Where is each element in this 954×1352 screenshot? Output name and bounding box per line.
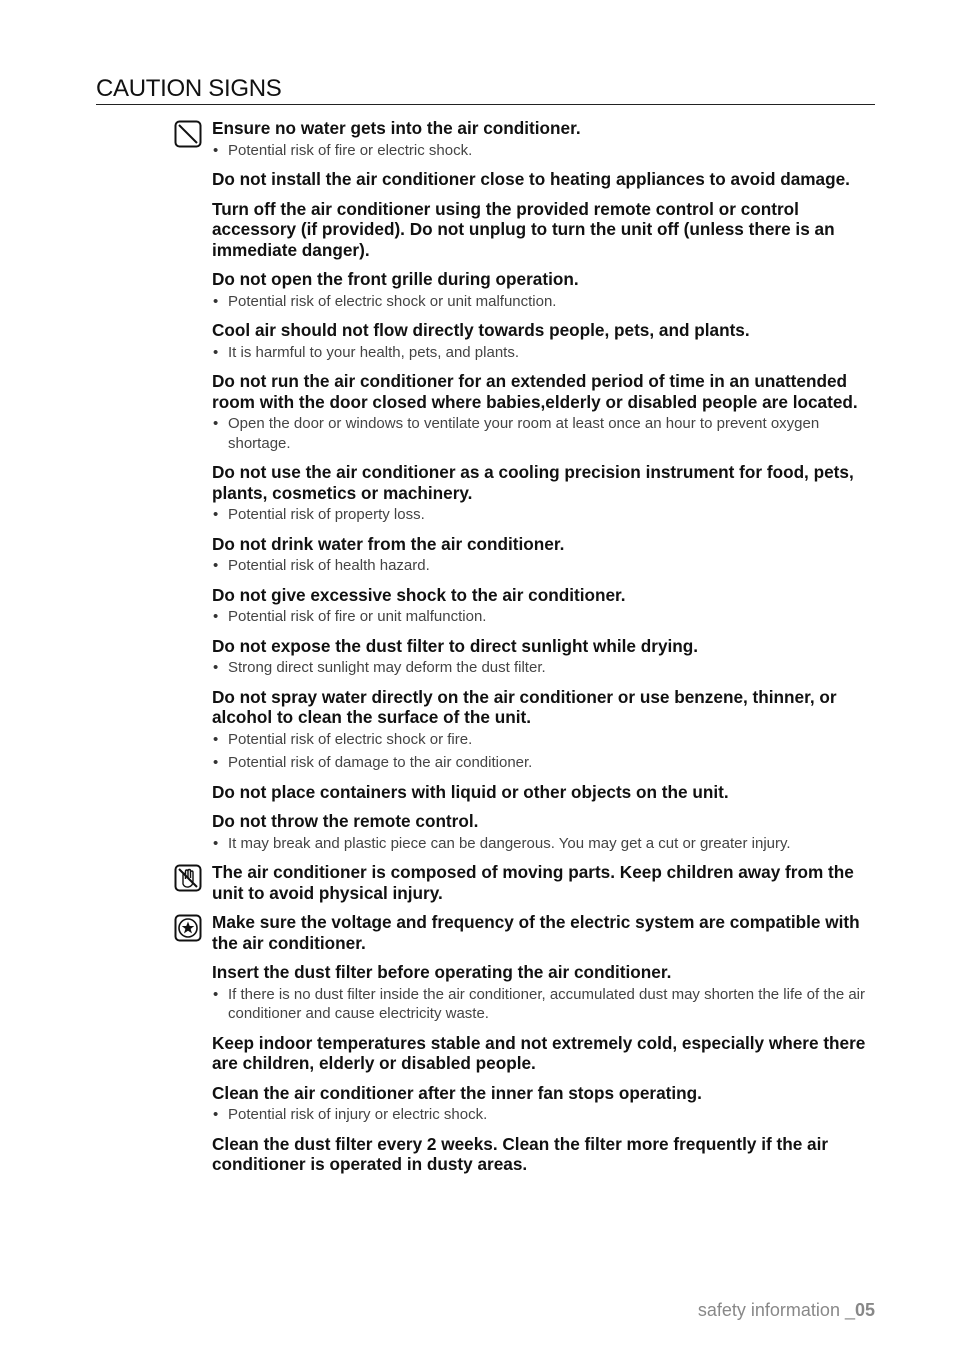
caution-heading: The air conditioner is composed of moving parts. Keep children away from the unit to avoid physical injury. [212,862,854,903]
bullet-item [212,343,876,363]
bullet-list [212,658,876,678]
bullet-list [212,292,876,312]
bullet-text: Strong direct sunlight may deform the dust filter. [228,659,546,676]
bullet-dot: • [213,557,219,574]
bullet-dot: • [213,1106,219,1123]
caution-item [212,782,876,803]
bullet-item [212,1105,876,1125]
caution-heading: Insert the dust filter before operating the air conditioner. [212,962,672,982]
caution-heading: Do not open the front grille during operation. [212,269,579,289]
bullet-dot: • [213,415,219,432]
bullet-dot: • [213,754,219,771]
caution-heading: Do not give excessive shock to the air conditioner. [212,584,626,605]
bullet-dot: • [213,730,219,748]
caution-group [212,912,876,1175]
caution-group [212,118,876,853]
caution-heading: Do not expose the dust filter to direct sunlight while drying. [212,635,699,656]
bullet-text: Potential risk of health hazard. [228,557,430,574]
bullet-item [212,607,876,627]
caution-item [212,534,876,576]
bullet-text: Potential risk of fire or electric shock. [228,141,473,159]
bullet-item [212,753,876,773]
caution-heading: Do not place containers with liquid or other objects on the unit. [212,781,729,802]
bullet-dot: • [213,834,219,852]
bullet-list [212,607,876,627]
page-footer [698,1300,875,1321]
bullet-text: Potential risk of damage to the air conditioner. [228,754,533,771]
bullet-item [212,414,876,453]
bullet-dot: • [213,659,219,676]
bullet-dot: • [213,506,219,523]
bullet-text: It is harmful to your health, pets, and plants. [228,343,519,361]
caution-group [212,862,876,903]
caution-heading: Clean the dust filter every 2 weeks. Clean the filter more frequently if the air conditioner is operated in dusty areas. [212,1133,829,1174]
caution-item [212,118,876,160]
bullet-text: If there is no dust filter inside the air conditioner, accumulated dust may shorten the life of the air conditioner and cause electricity waste. [228,985,866,1022]
bullet-dot: • [213,608,219,625]
bullet-text: Potential risk of injury or electric shock. [228,1106,488,1123]
bullet-dot: • [213,343,219,361]
title-divider [96,104,875,105]
caution-heading: Do not drink water from the air conditioner. [212,533,565,554]
prohibition-icon [174,120,202,148]
caution-item [212,636,876,678]
caution-heading: Cool air should not flow directly towards people, pets, and plants. [212,320,750,340]
caution-item [212,585,876,627]
bullet-text: Open the door or windows to ventilate your room at least once an hour to prevent oxygen shortage. [228,415,820,452]
caution-item [212,1083,876,1125]
bullet-text: Potential risk of fire or unit malfunction. [228,608,487,625]
caution-heading: Make sure the voltage and frequency of the electric system are compatible with the air conditioner. [212,912,860,953]
footer-section-label: safety information _ [697,1300,855,1320]
caution-item [212,371,876,453]
bullet-item [212,292,876,312]
caution-item [212,912,876,953]
caution-heading: Ensure no water gets into the air conditioner. [212,118,581,138]
bullet-list [212,414,876,453]
caution-item [212,687,876,773]
bullet-text: It may break and plastic piece can be dangerous. You may get a cut or greater injury. [228,834,791,852]
bullet-list [212,343,876,363]
bullet-dot: • [213,292,219,310]
caution-heading: Do not run the air conditioner for an extended period of time in an unattended room with the door closed where babies,elderly or disabled people are located. [212,371,858,412]
bullet-list [212,730,876,773]
bullet-list [212,985,876,1024]
caution-item [212,320,876,362]
caution-item [212,269,876,311]
caution-item [212,862,876,903]
caution-heading: Do not throw the remote control. [212,811,479,831]
caution-heading: Keep indoor temperatures stable and not extremely cold, especially where there are children, elderly or disabled people. [212,1032,866,1073]
bullet-item [212,730,876,750]
bullet-item [212,658,876,678]
bullet-text: Potential risk of property loss. [228,506,425,523]
caution-heading: Do not install the air conditioner close to heating appliances to avoid damage. [212,169,850,189]
caution-heading: Do not spray water directly on the air conditioner or use benzene, thinner, or alcohol to clean the surface of the unit. [212,686,837,727]
caution-heading: Turn off the air conditioner using the provided remote control or control accessory (if provided). Do not unplug to turn the unit off (unless there is an immediate danger). [212,198,835,260]
bullet-list [212,1105,876,1125]
page-title: CAUTION SIGNS [96,75,282,102]
star-instruction-icon [174,914,202,942]
bullet-list [212,834,876,854]
bullet-text: Potential risk of electric shock or unit malfunction. [228,292,557,310]
caution-item [212,1134,876,1175]
no-touch-hand-icon [174,864,202,892]
bullet-text: Potential risk of electric shock or fire. [228,730,473,748]
caution-item [212,462,876,525]
caution-list [212,118,876,1184]
caution-item [212,199,876,261]
bullet-dot: • [213,985,219,1003]
caution-item [212,1033,876,1074]
bullet-item [212,141,876,161]
bullet-item [212,834,876,854]
page-number: 05 [854,1300,875,1320]
caution-heading: Clean the air conditioner after the inner fan stops operating. [212,1082,702,1103]
caution-item [212,169,876,190]
bullet-item [212,985,876,1024]
bullet-item [212,556,876,576]
bullet-list [212,141,876,161]
caution-heading: Do not use the air conditioner as a cooling precision instrument for food, pets, plants, cosmetics or machinery. [212,462,854,503]
caution-item [212,962,876,1024]
bullet-list [212,556,876,576]
bullet-list [212,505,876,525]
bullet-dot: • [213,141,219,159]
caution-item [212,811,876,853]
bullet-item [212,505,876,525]
